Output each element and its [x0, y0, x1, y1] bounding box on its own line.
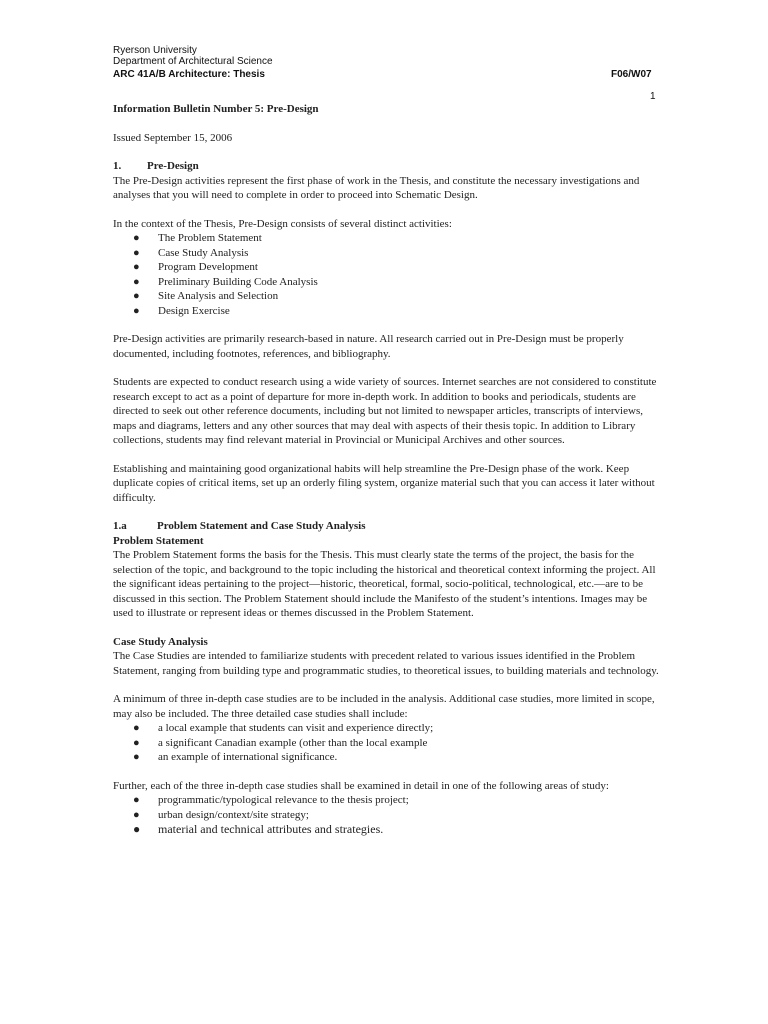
- areas-list: [113, 793, 661, 837]
- section-number: 1.: [113, 160, 122, 172]
- sources-paragraph: Students are expected to conduct research using a wide variety of sources. Internet searches are not considered to constitute research except to act as a point of departure for more in-depth work. In addition to books and periodicals, students are directed to seek out other reference documents, including but not limited to newspaper articles, transcripts of interviews, maps and diagrams, letters and any other sources that may deal with aspects of their thesis topic. In addition to Library collections, students may find relevant material in Provincial or Municipal Archives and other sources.: [113, 376, 657, 446]
- list-item: ● Case Study Analysis: [133, 246, 249, 259]
- bulletin-title: Information Bulletin Number 5: Pre-Design: [113, 103, 319, 115]
- bullet-icon: ●: [133, 246, 140, 259]
- section-1-heading: [113, 159, 661, 174]
- research-paragraph: Pre-Design activities are primarily research-based in nature. All research carried out in Pre-Design must be properly documented, including footnotes, references, and bibliography.: [113, 333, 624, 360]
- university-name: Ryerson University: [113, 45, 197, 56]
- section-number: 1.a: [113, 520, 127, 532]
- list-item: ● a significant Canadian example (other than the local example: [133, 736, 428, 749]
- list-item: ● The Problem Statement: [133, 232, 262, 244]
- page-number: 1: [650, 91, 656, 102]
- list-item: ● programmatic/typological relevance to the thesis project;: [133, 794, 409, 806]
- bullet-icon: ●: [133, 304, 140, 317]
- section-title: Pre-Design: [147, 160, 199, 172]
- minimum-paragraph: A minimum of three in-depth case studies are to be included in the analysis. Additional case studies, more limited in scope, may also be included. The three detailed case studies shall include:: [113, 693, 655, 720]
- bullet-icon: ●: [133, 808, 140, 821]
- course-title: ARC 41A/B Architecture: Thesis: [113, 69, 265, 80]
- problem-statement-heading: Problem Statement: [113, 534, 204, 547]
- bullet-icon: ●: [133, 275, 140, 288]
- list-item: ● an example of international significance.: [133, 751, 338, 763]
- section-1-intro: The Pre-Design activities represent the first phase of work in the Thesis, and constitute the necessary investigations and analyses that you will need to complete in order to proceed into Schematic Design.: [113, 174, 640, 201]
- case-study-paragraph: The Case Studies are intended to familiarize students with precedent related to various issues identified in the Problem Statement, ranging from building type and programmatic studies, to theoretical issues, to building materials and technology.: [113, 650, 659, 677]
- activity-list: [113, 231, 661, 318]
- list-item: ● material and technical attributes and strategies.: [133, 822, 384, 836]
- section-1a-heading: [113, 519, 661, 534]
- case-study-heading: Case Study Analysis: [113, 635, 208, 648]
- bullet-icon: ●: [133, 232, 140, 244]
- bullet-icon: ●: [133, 794, 140, 806]
- problem-statement-paragraph: The Problem Statement forms the basis for the Thesis. This must clearly state the terms of the project, the basis for the selection of the topic, and background to the topic including the historical and theoretical context informing the project. All the significant ideas pertaining to the project—historic, theoretical, formal, socio-political, technological, etc.—are to be discussed in this section. The Problem Statement should include the Manifesto of the student’s intentions. Images may be used to illustrate or represent ideas or themes discussed in the Problem Statement.: [113, 549, 656, 619]
- bullet-icon: ●: [133, 722, 140, 734]
- list-item: ● Program Development: [133, 261, 258, 273]
- document-body: [113, 102, 661, 837]
- issued-date: Issued September 15, 2006: [113, 131, 233, 144]
- list-item: ● Preliminary Building Code Analysis: [133, 275, 318, 288]
- bullet-icon: ●: [133, 751, 140, 763]
- section-title: Problem Statement and Case Study Analysis: [157, 520, 366, 532]
- examples-list: [113, 721, 661, 765]
- bullet-icon: ●: [133, 261, 140, 273]
- list-item: ● urban design/context/site strategy;: [133, 808, 309, 821]
- department-name: Department of Architectural Science: [113, 56, 273, 67]
- section-1-context: In the context of the Thesis, Pre-Design consists of several distinct activities:: [113, 217, 452, 230]
- term-code: F06/W07: [611, 69, 652, 80]
- bullet-icon: ●: [133, 736, 140, 749]
- list-item: ● Site Analysis and Selection: [133, 290, 279, 302]
- bullet-icon: ●: [133, 822, 141, 836]
- habits-paragraph: Establishing and maintaining good organizational habits will help streamline the Pre-Design phase of the work. Keep duplicate copies of critical items, set up an orderly filing system, organize material such that you can access it later without difficulty.: [113, 462, 655, 504]
- list-item: ● a local example that students can visit and experience directly;: [133, 722, 434, 734]
- list-item: ● Design Exercise: [133, 304, 230, 317]
- further-paragraph: Further, each of the three in-depth case studies shall be examined in detail in one of the following areas of study:: [113, 779, 609, 792]
- bullet-icon: ●: [133, 290, 140, 302]
